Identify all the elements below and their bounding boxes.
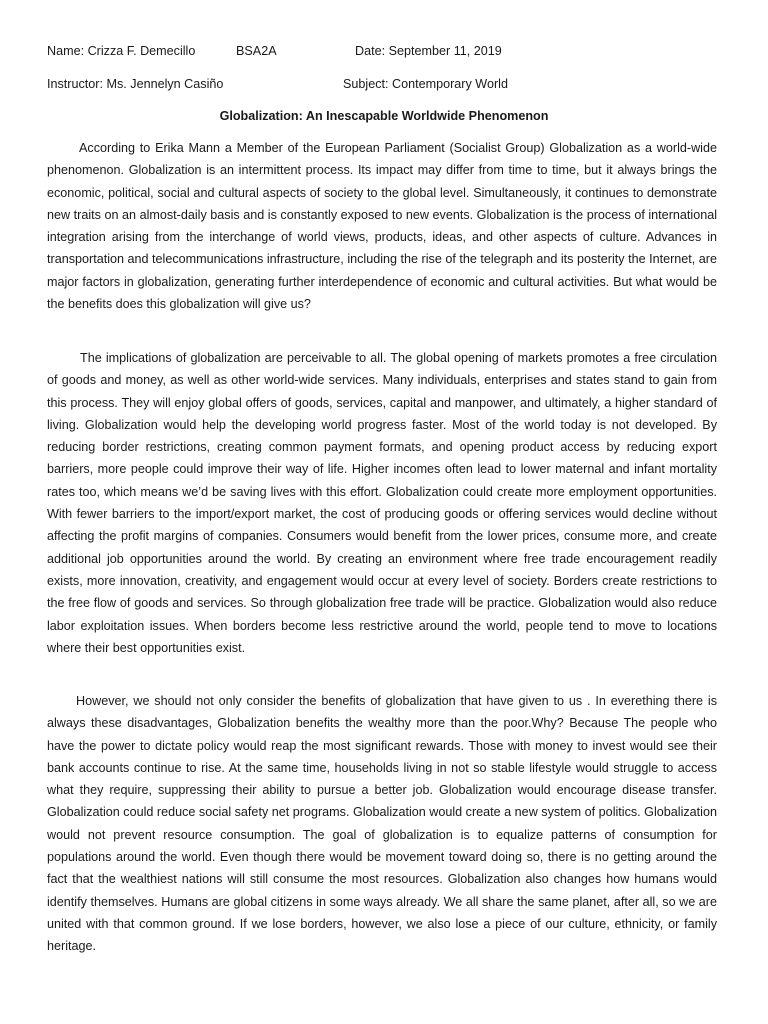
section-label: BSA2A <box>236 44 277 58</box>
subject-label: Subject: Contemporary World <box>343 77 508 91</box>
essay-title: Globalization: An Inescapable Worldwide Phenomenon <box>219 109 549 123</box>
paragraph-3: However, we should not only consider the benefits of globalization that have given to us . In everething there is always these disadvantages, Globalization benefits the wealthy more than the poor.Why? Because The people who have the power to dictate policy would reap the most significant rewards. Those with money to invest would see their bank accounts continue to rise. At the same time, households living in not so stable lifestyle would struggle to access what they require, suppressing their ability to pursue a better job. Globalization would encourage disease transfer. Globalization could reduce social safety net programs. Globalization would create a new system of politics. Globalization would not prevent resource consumption. The goal of globalization is to equalize patterns of consumption for populations around the world. Even though there would be movement toward doing so, there is no getting around the fact that the wealthiest nations will still consume the most resources. Globalization also changes how humans would identify themselves. Humans are global citizens in some ways already. We all share the same planet, after all, so we are united with that common ground. If we lose borders, however, we also lose a piece of our culture, ethnicity, or family heritage. <box>47 694 717 954</box>
paragraph-2: The implications of globalization are perceivable to all. The global opening of markets promotes a free circulation of goods and money, as well as other world-wide services. Many individuals, enterprises and states stand to gain from this process. They will enjoy global offers of goods, services, capital and manpower, and ultimately, a higher standard of living. Globalization would help the developing world progress faster. Most of the world today is not developed. By reducing border restrictions, creating common payment formats, and opening product access by reducing export barriers, more people could improve their way of life. Higher incomes often lead to lower maternal and infant mortality rates too, which means we’d be saving lives with this effort. Globalization could create more employment opportunities. With fewer barriers to the import/export market, the cost of producing goods or offering services would decline without affecting the profit margins of companies. Consumers would benefit from the lower prices, consume more, and create additional job opportunities around the world. By creating an environment where free trade encouragement readily exists, more innovation, creativity, and engagement would occur at every level of society. Borders create restrictions to the free flow of goods and services. So through globalization free trade will be practice. Globalization would also reduce labor exploitation issues. When borders become less restrictive around the world, people tend to move to locations where their best opportunities exist. <box>47 351 717 655</box>
paragraph-1: According to Erika Mann a Member of the European Parliament (Socialist Group) Globalization as a world-wide phenomenon. Globalization is an intermittent process. Its impact may differ from time to time, but it always brings the economic, political, social and cultural aspects of society to the global level. Simultaneously, it continues to demonstrate new traits on an almost-daily basis and is constantly exposed to new events. Globalization is the process of international integration arising from the interchange of world views, products, ideas, and other aspects of culture. Advances in transportation and telecommunications infrastructure, including the rise of the telegraph and its posterity the Internet, are major factors in globalization, generating further interdependence of economic and cultural activities. But what would be the benefits does this globalization will give us? <box>47 141 717 312</box>
instructor-label: Instructor: Ms. Jennelyn Casiño <box>47 77 224 91</box>
student-name: Name: Crizza F. Demecillo <box>47 44 196 58</box>
date-label: Date: September 11, 2019 <box>355 44 502 58</box>
